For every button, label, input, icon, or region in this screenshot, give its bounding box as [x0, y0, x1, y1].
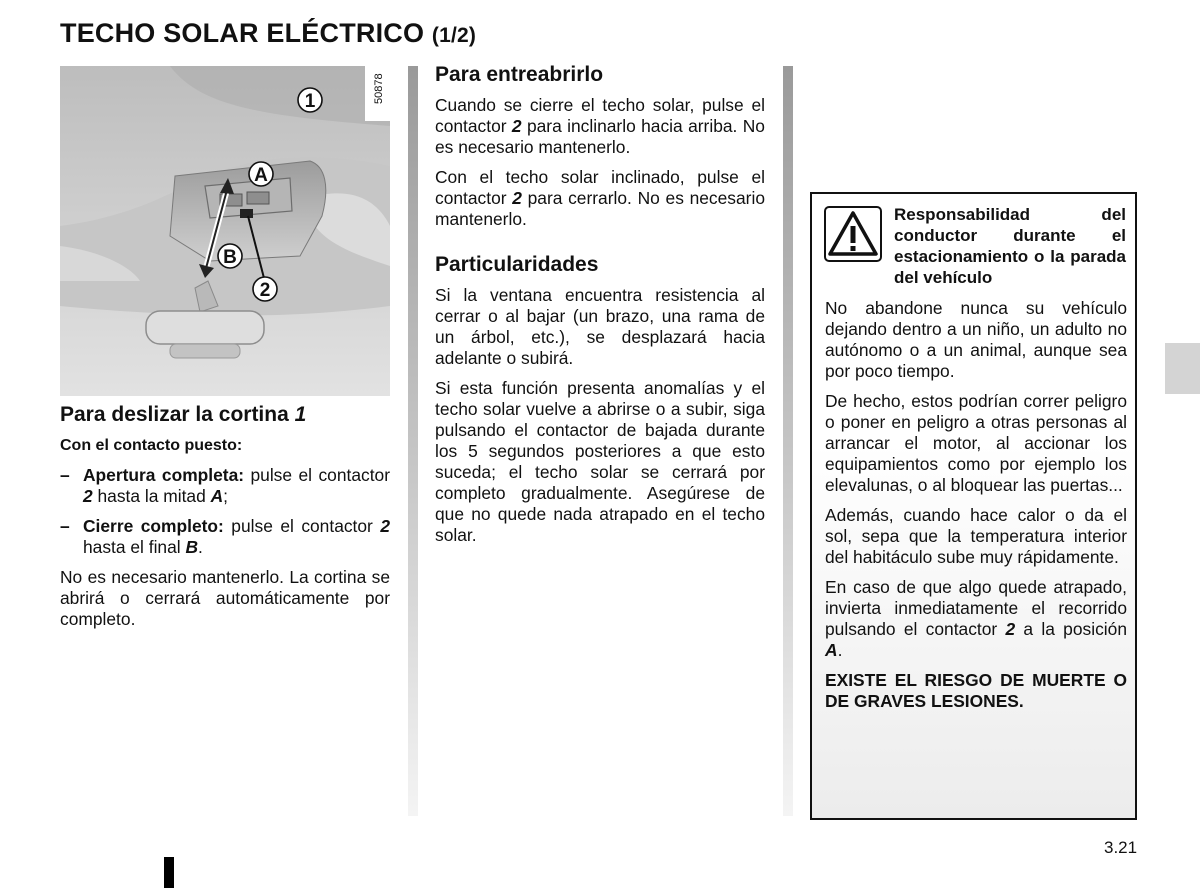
position-ref: A — [210, 486, 224, 506]
dash-bullet: – — [60, 465, 70, 485]
warning-heading: Responsabilidad del conductor durante el estacionamiento o la parada del vehículo — [894, 205, 1126, 287]
contact-on-label: Con el contacto puesto: — [60, 437, 243, 454]
callout-2: 2 — [259, 280, 271, 301]
column-middle — [435, 62, 765, 555]
contactor-ref: 2 — [512, 188, 522, 208]
callout-b: B — [223, 247, 237, 268]
text: En caso de que algo quede atrapado, invierta inmediatamente el recorrido pulsando el contactor — [825, 577, 1127, 639]
column-left — [60, 402, 390, 639]
text: para cerrarlo. No es necesario mantenerlo. — [435, 188, 765, 229]
danger-statement: EXISTE EL RIESGO DE MUERTE O DE GRAVES LESIONES. — [825, 670, 1127, 711]
contactor-ref: 2 — [83, 486, 93, 506]
paragraph — [435, 95, 765, 158]
roof-console-illustration — [60, 66, 390, 396]
paragraph: Si esta función presenta anomalías y el techo solar vuelve a abrirse o a subir, siga pulsando el contactor de bajada durante los 5 segundos posteriores a que esto suceda; el techo solar se cerrará por completo gradualmente. Asegúrese de que no quede nada atrapado en el techo solar. — [435, 378, 765, 545]
list-item — [60, 465, 390, 507]
item-label: Apertura completa: — [83, 465, 245, 485]
item-label: Cierre completo: — [83, 516, 224, 536]
contactor-ref: 2 — [1005, 619, 1016, 639]
column-divider — [408, 66, 418, 816]
item-text: pulse el contactor — [244, 465, 390, 485]
title-part: (1/2) — [431, 24, 477, 47]
position-ref: A — [825, 640, 838, 660]
heading-text: Para deslizar la cortina — [60, 403, 295, 426]
position-ref: B — [185, 537, 199, 557]
contactor-ref: 2 — [511, 116, 522, 136]
callout-a: A — [254, 165, 268, 186]
text: Con el techo solar inclinado, pulse el contactor — [435, 167, 765, 208]
warning-box — [810, 192, 1137, 820]
page-number: 3.21 — [1104, 838, 1138, 857]
figure-ref-code: 50878 — [373, 73, 385, 104]
paragraph — [825, 577, 1127, 661]
warning-body — [825, 298, 1127, 721]
heading-particularidades: Particularidades — [435, 253, 599, 276]
heading-curtain-number: 1 — [294, 403, 307, 426]
paragraph: Si la ventana encuentra resistencia al cerrar o al bajar (un brazo, una rama de un árbol, etc.), se desplazará hacia adelante o subirá. — [435, 285, 765, 368]
page-title — [60, 18, 476, 49]
roof-console-drawing — [60, 66, 390, 396]
text: a la posición — [1015, 619, 1127, 639]
paragraph: No abandone nunca su vehículo dejando dentro a un niño, un adulto no autónomo o a un animal, aunque sea por poco tiempo. — [825, 298, 1127, 381]
item-text: pulse el contactor — [223, 516, 381, 536]
heading-entreabrirlo: Para entreabrirlo — [435, 63, 604, 86]
paragraph: De hecho, estos podrían correr peligro o poner en peligro a otras personas al arrancar el motor, al accionar los equipamientos como por ejemplo los elevalunas, o al bloquear las puertas... — [825, 391, 1127, 495]
crop-mark — [164, 857, 174, 888]
contactor-ref: 2 — [380, 516, 390, 536]
warning-triangle-icon — [824, 206, 882, 262]
dash-bullet: – — [60, 516, 70, 536]
callout-1: 1 — [304, 91, 316, 112]
list-item — [60, 516, 390, 558]
title-main: TECHO SOLAR ELÉCTRICO — [60, 18, 425, 48]
column-divider — [783, 66, 793, 816]
item-text: . — [198, 537, 203, 557]
section-tab — [1165, 343, 1200, 394]
text: . — [837, 640, 843, 660]
paragraph — [435, 167, 765, 230]
item-text: ; — [223, 486, 229, 506]
paragraph: Además, cuando hace calor o da el sol, sepa que la temperatura interior del habitáculo sube muy rápidamente. — [825, 505, 1127, 567]
item-text: hasta la mitad — [92, 486, 211, 506]
paragraph-note: No es necesario mantenerlo. La cortina se abrirá o cerrará automáticamente por completo. — [60, 567, 390, 629]
heading-deslizar-cortina — [60, 402, 390, 427]
item-text: hasta el final — [83, 537, 186, 557]
text: Cuando se cierre el techo solar, pulse el contactor — [435, 95, 765, 136]
text: para inclinarlo hacia arriba. No es necesario mantenerlo. — [435, 116, 765, 157]
